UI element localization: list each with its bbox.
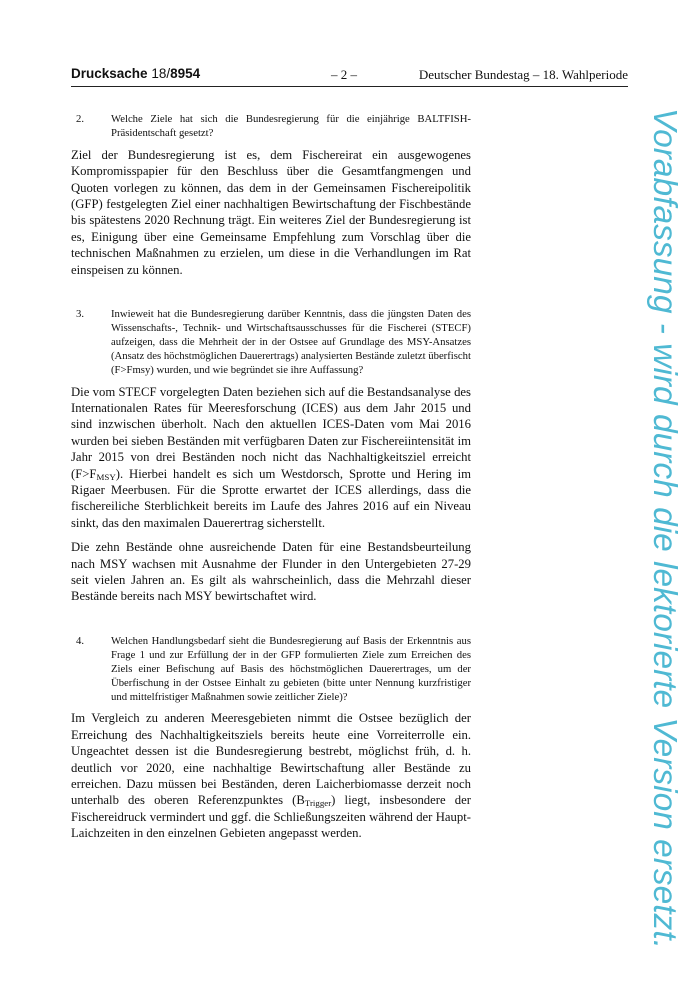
document-number-value: 8954 (170, 66, 201, 81)
answer-text: Die vom STECF vorgelegten Daten beziehen sich auf die Bestandsanalyse des Internationalen Rates für Meeresforschung (ICES) aus dem Jahr 2015 und sind inzwischen überholt. Nach den aktuellen ICES-Daten vom Mai 2016 wurden bei sieben Beständen mit verfügbaren Daten zur Fischereiintensität im Jahr 2015 von drei Beständen noch nicht das Nachhaltigkeitsziel erreicht (F>F (71, 384, 471, 481)
answer-text: ) liegt, insbesondere der Fischereidruck vermindert und ggf. die Schließungszeiten während der Haupt-Laichzeiten in den einzelnen Gebieten angepasst werden. (71, 793, 471, 841)
question-text: Welche Ziele hat sich die Bundesregierung für die einjährige BALTFISH-Präsidentschaft gesetzt? (111, 113, 471, 139)
answer-3-paragraph-1 (71, 384, 471, 532)
publisher: Deutscher Bundestag – 18. Wahlperiode (418, 67, 628, 82)
question-4: 4. Welchen Handlungsbedarf sieht die Bundesregierung auf Basis der Erkenntnis aus Frage 1 und zur Erfüllung der in der GFP formulierten Ziele zum Erreichen des Ziels einer Befischung auf Basis des höchstmöglichen Dauerertrages, um der Überfischung in der Ostsee Einhalt zu gebieten (bitte unter Nennung kurzfristiger und mittelfristiger Maßnahmen sowie zeitlicher Ziele)? (76, 634, 471, 703)
document-body (71, 113, 471, 850)
document-number (71, 66, 200, 81)
question-text: Welchen Handlungsbedarf sieht die Bundesregierung auf Basis der Erkenntnis aus Frage 1 und zur Erfüllung der in der GFP formulierten Ziele zum Erreichen des Ziels einer Befischung auf Basis des höchstmöglichen Dauerertrages, um der Überfischung in der Ostsee Einhalt zu gebieten (bitte unter Nennung kurzfristiger und mittelfristiger Maßnahmen sowie zeitlicher Ziele)? (111, 634, 471, 703)
page-number: – 2 – (331, 67, 357, 82)
draft-watermark: Vorabfassung - wird durch die lektorierte Version ersetzt. (646, 108, 683, 949)
question-3: 3. Inwieweit hat die Bundesregierung darüber Kenntnis, dass die jüngsten Daten des Wissenschafts-, Technik- und Wirtschaftsausschusses für die Fischerei (STECF) aufzeigen, dass die Mehrheit der in der Ostsee auf Grundlage des MSY-Ansatzes (Ansatz des höchstmöglichen Dauerertrags) analysierten Bestände zuletzt überfischt (F>Fmsy) wurden, und wie begründet sie ihre Auffassung? (76, 308, 471, 376)
answer-3-paragraph-2: Die zehn Bestände ohne ausreichende Daten für eine Bestandsbeurteilung nach MSY wachsen mit Ausnahme der Flunder in den Untergebieten 27-29 seit vielen Jahren an. Es gilt als wahrscheinlich, dass die Mehrzahl dieser Bestände bereits nach MSY bewirtschaftet wird. (71, 540, 471, 604)
subscript: Trigger (304, 798, 332, 809)
document-label: Drucksache (71, 66, 148, 81)
answer-4-paragraph (71, 710, 471, 841)
answer-2-paragraph: Ziel der Bundesregierung ist es, dem Fischereirat ein ausgewogenes Kompromisspapier für den Beschluss über die Gesamtfangmengen und Quoten vorlegen zu können, das dem in der Gemeinsamen Fischereipolitik (GFP) festgelegten Ziel einer nachhaltigen Bewirtschaftung der Fischbestände bis spätestens 2020 Rechnung trägt. Ein weiteres Ziel der Bundesregierung ist es, Einigung über eine Gemeinsame Empfehlung zum Vorschlag über die technischen Maßnahmen zu erzielen, um diese in die Verhandlungen im Rat einspeisen zu können. (71, 147, 471, 277)
question-text: Inwieweit hat die Bundesregierung darüber Kenntnis, dass die jüngsten Daten des Wissenschafts-, Technik- und Wirtschaftsausschusses für die Fischerei (STECF) aufzeigen, dass die Mehrheit der in der Ostsee auf Grundlage des MSY-Ansatzes (Ansatz des höchstmöglichen Dauerertrags) analysierten Bestände zuletzt überfischt (F>Fmsy) wurden, und wie begründet sie ihre Auffassung? (111, 308, 471, 376)
question-2: 2. Welche Ziele hat sich die Bundesregierung für die einjährige BALTFISH-Präsidentschaft gesetzt? (76, 113, 471, 139)
answer-text: Im Vergleich zu anderen Meeresgebieten nimmt die Ostsee bezüglich der Erreichung des Nachhaltigkeitsziels bereits heute eine Vorreiterrolle ein. Ungeachtet dessen ist die Bundesregierung bestrebt, möglichst früh, d. h. deutlich vor 2020, eine nachhaltige Bewirtschaftung aller Bestände zu erreichen. Dazu müssen bei Beständen, deren Laicherbiomasse derzeit noch unterhalb des oberen Referenzpunktes (B (71, 711, 471, 808)
subscript: MSY (96, 471, 116, 482)
answer-text: ). Hierbei handelt es sich um Westdorsch, Sprotte und Hering im Rigaer Meerbusen. Für die Sprotte erwartet der ICES allerdings, dass die fischereiliche Sterblichkeit bereits im Laufe des Jahres 2016 auf ein Niveau sinkt, das den maximalen Dauerertrag sicherstellt. (71, 466, 471, 530)
document-number-prefix: 18/ (151, 66, 171, 81)
page-header (71, 64, 628, 87)
